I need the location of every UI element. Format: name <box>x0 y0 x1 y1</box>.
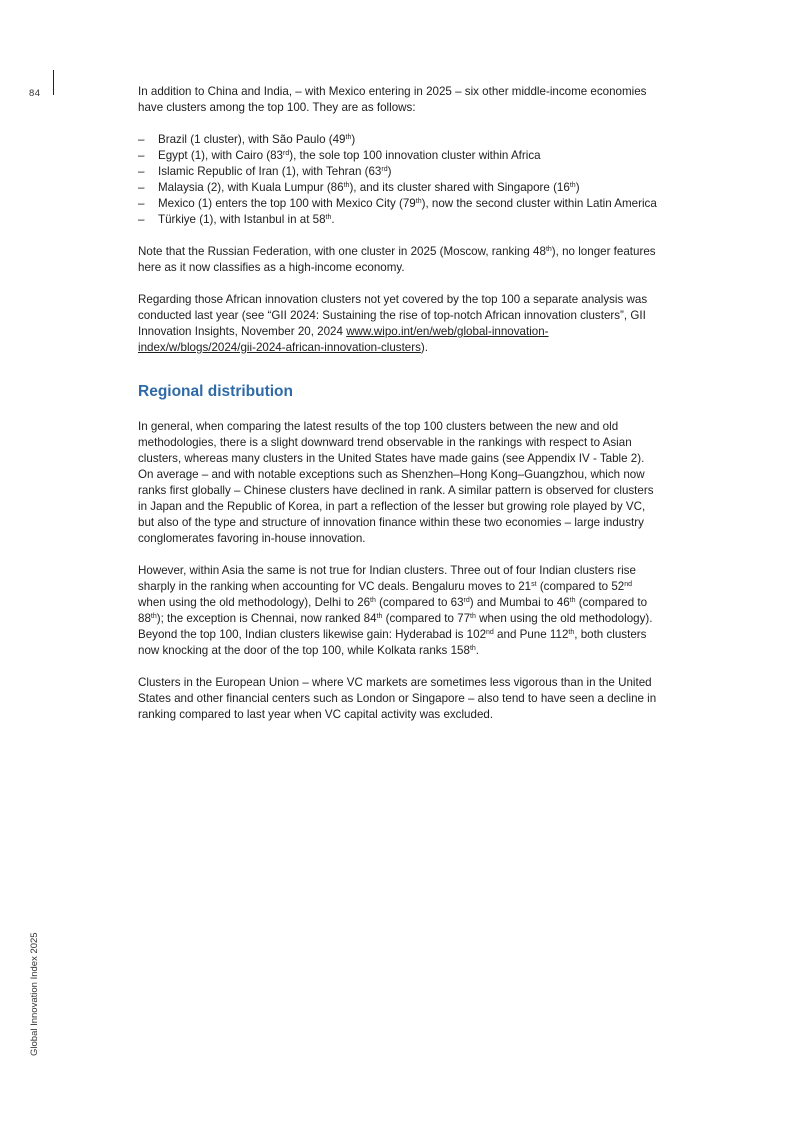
russia-note-paragraph: Note that the Russian Federation, with one cluster in 2025 (Moscow, ranking 48th), no longer features here as it now classifies as a high-income economy. <box>138 245 656 274</box>
running-title: Global Innovation Index 2025 <box>29 932 40 1056</box>
list-item-malaysia: – Malaysia (2), with Kuala Lumpur (86th), and its cluster shared with Singapore (16th) <box>138 180 658 196</box>
economies-list <box>138 132 658 228</box>
regional-paragraph-3: Clusters in the European Union – where VC markets are sometimes less vigorous than in the United States and other financial centers such as London or Singapore – also tend to have seen a decline in ranking compared to last year when VC capital activity was excluded. <box>138 676 657 721</box>
wipo-blog-link[interactable]: www.wipo.int/en/web/global-innovation-index/w/blogs/2024/gii-2024-african-innovation-clusters <box>138 325 549 354</box>
list-item-brazil: – Brazil (1 cluster), with São Paulo (49th) <box>138 132 658 148</box>
list-item-turkiye: – Türkiye (1), with Istanbul in at 58th. <box>138 212 658 228</box>
margin-rule <box>53 70 54 95</box>
regional-paragraph-1: In general, when comparing the latest results of the top 100 clusters between the new and old methodologies, there is a slight downward trend observable in the rankings with respect to Asian clusters, whereas many clusters in the United States have made gains (see Appendix IV - Table 2). On average – and with notable exceptions such as Shenzhen–Hong Kong–Guangzhou, which now ranks first globally – Chinese clusters have declined in rank. A similar pattern is observed for clusters in Japan and the Republic of Korea, in part a reflection of the lesser but growing role played by VC, but also of the type and structure of innovation finance within these two economies – large industry conglomerates favoring in-house innovation. <box>138 420 654 545</box>
list-item-mexico: – Mexico (1) enters the top 100 with Mexico City (79th), now the second cluster within Latin America <box>138 196 658 212</box>
regional-paragraph-2: However, within Asia the same is not true for Indian clusters. Three out of four Indian clusters rise sharply in the ranking when accounting for VC deals. Bengaluru moves to 21st (compared to 52nd when using the old methodology), Delhi to 26th (compared to 63rd) and Mumbai to 46th (compared to 88th); the exception is Chennai, now ranked 84th (compared to 77th when using the old methodology). Beyond the top 100, Indian clusters likewise gain: Hyderabad is 102nd and Pune 112th, both clusters now knocking at the door of the top 100, while Kolkata ranks 158th. <box>138 564 653 657</box>
page-number: 84 <box>29 88 41 99</box>
intro-paragraph: In addition to China and India, – with Mexico entering in 2025 – six other middle-income economies have clusters among the top 100. They are as follows: <box>138 85 647 114</box>
list-item-iran: – Islamic Republic of Iran (1), with Tehran (63rd) <box>138 164 658 180</box>
africa-note-paragraph: Regarding those African innovation clusters not yet covered by the top 100 a separate analysis was conducted last year (see “GII 2024: Sustaining the rise of top-notch African innovation clusters”, GII Innovation Insights, November 20, 2024 www.wipo.int/en/web/global-innovation-index/w/blogs/2024/gii-2024-african-innovation-clusters). <box>138 293 648 354</box>
section-heading: Regional distribution <box>138 383 293 400</box>
main-content <box>138 84 658 739</box>
list-item-egypt: – Egypt (1), with Cairo (83rd), the sole top 100 innovation cluster within Africa <box>138 148 658 164</box>
